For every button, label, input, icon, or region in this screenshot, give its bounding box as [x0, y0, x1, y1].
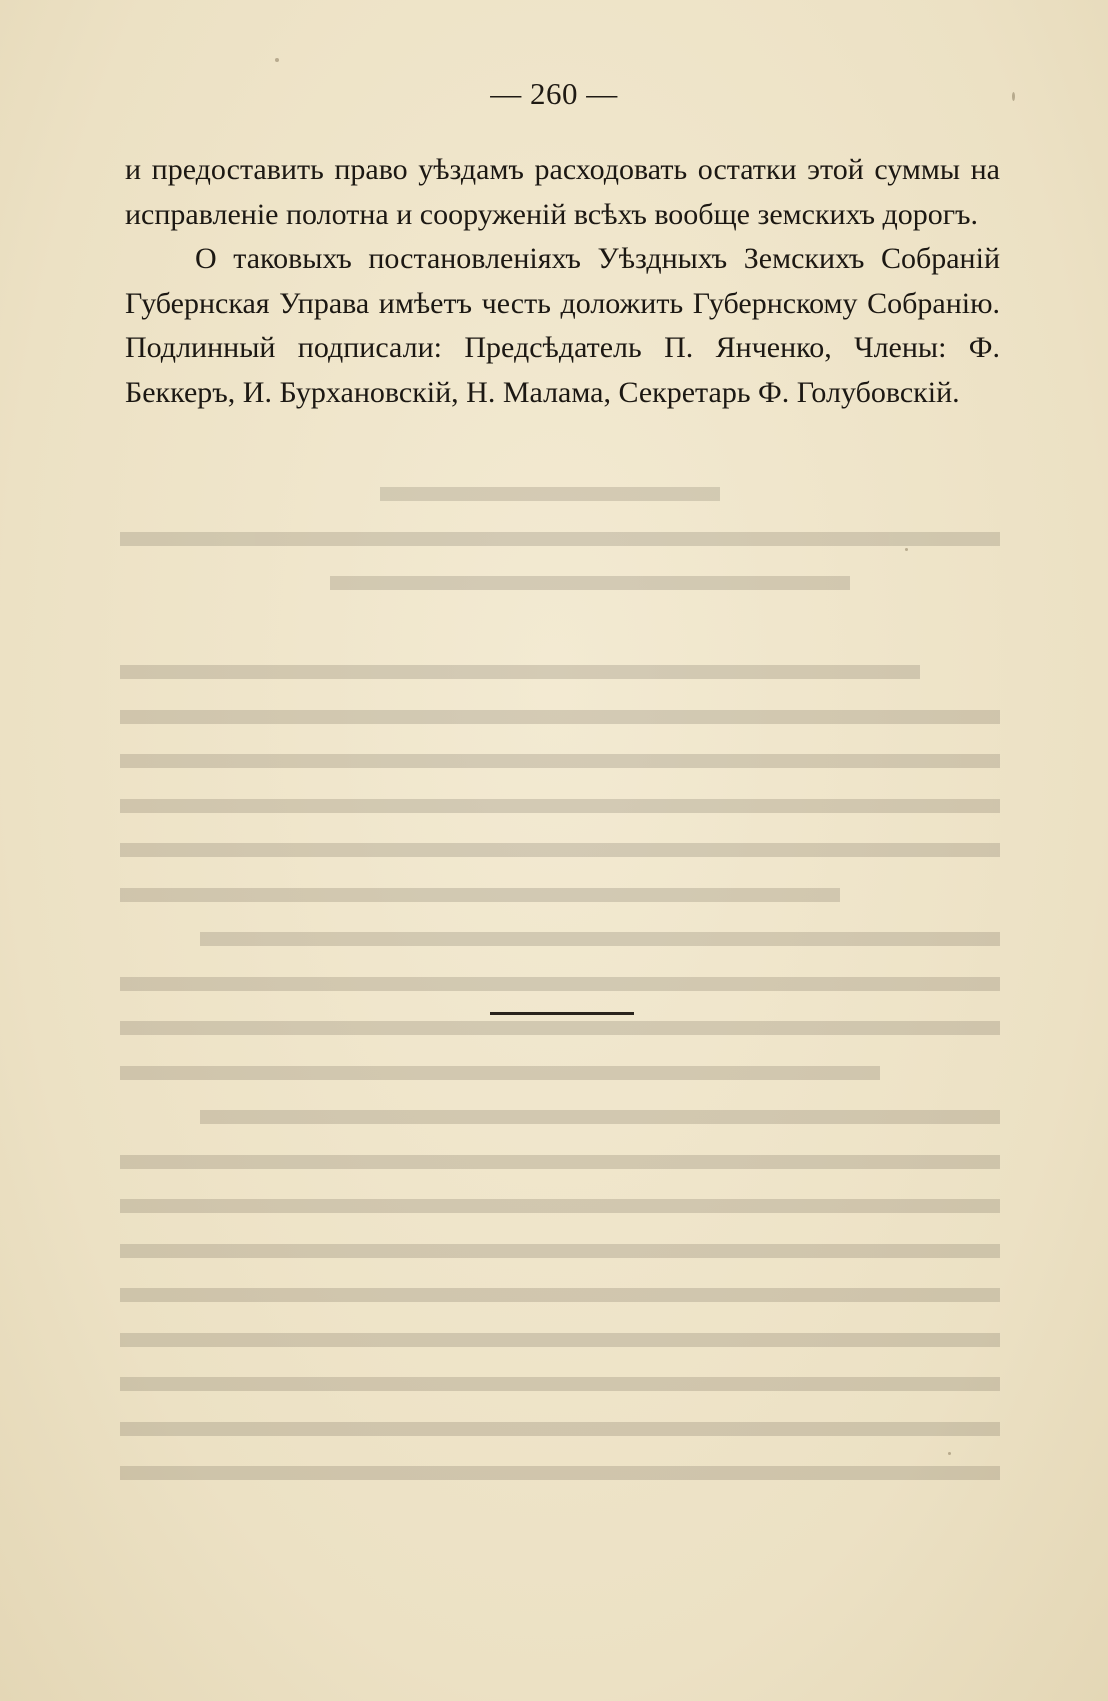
page-number: — 260 — — [490, 76, 618, 111]
paper-speck — [905, 548, 908, 551]
show-through-bleed — [100, 470, 1000, 1540]
section-divider-rule — [490, 1012, 634, 1015]
paper-speck — [948, 1452, 951, 1455]
paragraph-continuation: и предоставить право уѣздамъ расходовать остатки этой суммы на исправленіе полотна и сооруженій всѣхъ вообще земскихъ дорогъ. — [125, 153, 1000, 231]
body-text — [125, 148, 1000, 415]
paragraph-signatures: О таковыхъ постановленіяхъ Уѣздныхъ Земскихъ Собраній Губернская Управа имѣетъ честь доложить Губернскому Собранію. Подлинный подписали: Предсѣдатель П. Янченко, Члены: Ф. Беккеръ, И. Бурхановскій, Н. Малама, Секретарь Ф. Голубовскій. — [125, 242, 1000, 409]
paper-speck — [1012, 92, 1015, 101]
paper-speck — [275, 58, 279, 62]
